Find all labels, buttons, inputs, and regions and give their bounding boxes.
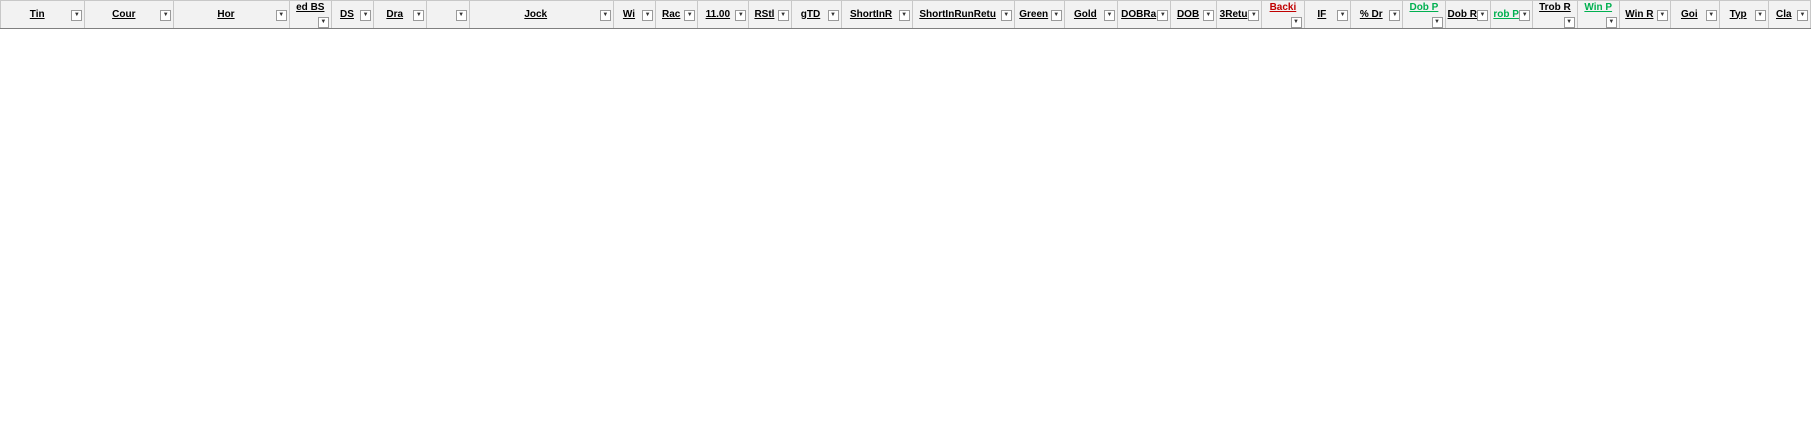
column-header-27[interactable] xyxy=(1577,1,1619,29)
column-header-6[interactable] xyxy=(427,1,469,29)
column-header-5[interactable] xyxy=(374,1,427,29)
column-header-10[interactable] xyxy=(698,1,749,29)
filter-dropdown-icon[interactable]: ▼ xyxy=(360,10,371,21)
filter-dropdown-icon[interactable]: ▼ xyxy=(1477,10,1488,21)
column-header-29[interactable] xyxy=(1670,1,1719,29)
filter-dropdown-icon[interactable]: ▼ xyxy=(1657,10,1668,21)
filter-dropdown-icon[interactable]: ▼ xyxy=(1104,10,1115,21)
column-header-label: ed BS xyxy=(296,2,325,13)
column-header-21[interactable] xyxy=(1304,1,1351,29)
column-header-11[interactable] xyxy=(749,1,791,29)
column-header-label: Hor xyxy=(217,8,235,20)
column-header-28[interactable] xyxy=(1619,1,1670,29)
filter-dropdown-icon[interactable]: ▼ xyxy=(1755,10,1766,21)
filter-dropdown-icon[interactable]: ▼ xyxy=(642,10,653,21)
column-header-label: rob P xyxy=(1493,8,1519,20)
filter-dropdown-icon[interactable]: ▼ xyxy=(1291,17,1302,28)
column-header-label: DS xyxy=(340,8,354,20)
column-header-label: Wi xyxy=(622,8,636,20)
column-header-label: Gold xyxy=(1073,8,1097,20)
column-header-4[interactable] xyxy=(331,1,373,29)
filter-dropdown-icon[interactable]: ▼ xyxy=(1706,10,1717,21)
column-header-19[interactable] xyxy=(1216,1,1262,29)
filter-dropdown-icon[interactable]: ▼ xyxy=(318,17,329,28)
filter-dropdown-icon[interactable]: ▼ xyxy=(1797,10,1808,21)
column-header-label: RStl xyxy=(754,8,775,20)
column-header-label: 3Retu xyxy=(1219,8,1248,20)
column-header-label: Green xyxy=(1019,8,1049,20)
filter-dropdown-icon[interactable]: ▼ xyxy=(1248,10,1259,21)
column-header-9[interactable] xyxy=(656,1,698,29)
column-header-31[interactable] xyxy=(1768,1,1810,29)
header-row xyxy=(1,1,1811,29)
column-header-18[interactable] xyxy=(1171,1,1217,29)
column-header-label: gTD xyxy=(800,8,821,20)
column-header-label: Jock xyxy=(524,8,548,20)
column-header-13[interactable] xyxy=(841,1,912,29)
filter-dropdown-icon[interactable]: ▼ xyxy=(1001,10,1012,21)
column-header-label: Typ xyxy=(1729,8,1747,20)
column-header-7[interactable] xyxy=(469,1,613,29)
results-table xyxy=(0,0,1811,29)
column-header-label: Cour xyxy=(112,8,136,20)
column-header-label: DOB xyxy=(1176,8,1200,20)
filter-dropdown-icon[interactable]: ▼ xyxy=(735,10,746,21)
column-header-label: Dob P xyxy=(1409,2,1439,13)
column-header-25[interactable] xyxy=(1491,1,1533,29)
filter-dropdown-icon[interactable]: ▼ xyxy=(1337,10,1348,21)
filter-dropdown-icon[interactable]: ▼ xyxy=(1606,17,1617,28)
column-header-label: DOBRa xyxy=(1121,8,1157,20)
filter-dropdown-icon[interactable]: ▼ xyxy=(1432,17,1443,28)
column-header-label: Rac xyxy=(662,8,681,20)
column-header-26[interactable] xyxy=(1533,1,1577,29)
column-header-12[interactable] xyxy=(791,1,841,29)
filter-dropdown-icon[interactable]: ▼ xyxy=(1051,10,1062,21)
filter-dropdown-icon[interactable]: ▼ xyxy=(1519,10,1530,21)
column-header-16[interactable] xyxy=(1064,1,1117,29)
column-header-label: ShortInRunRetu xyxy=(919,8,996,20)
column-header-label: Dra xyxy=(386,8,404,20)
column-header-label: Cla xyxy=(1776,8,1792,20)
column-header-20[interactable] xyxy=(1262,1,1304,29)
column-header-30[interactable] xyxy=(1719,1,1768,29)
filter-dropdown-icon[interactable]: ▼ xyxy=(1389,10,1400,21)
filter-dropdown-icon[interactable]: ▼ xyxy=(1564,17,1575,28)
column-header-label: IF xyxy=(1317,8,1327,20)
column-header-label: Dob R xyxy=(1447,8,1477,20)
column-header-15[interactable] xyxy=(1014,1,1064,29)
column-header-label: 11.00 xyxy=(705,8,731,20)
column-header-22[interactable] xyxy=(1351,1,1403,29)
column-header-label: Backi xyxy=(1269,2,1297,13)
column-header-14[interactable] xyxy=(912,1,1014,29)
column-header-23[interactable] xyxy=(1403,1,1445,29)
filter-dropdown-icon[interactable]: ▼ xyxy=(684,10,695,21)
column-header-label: % Dr xyxy=(1359,8,1383,20)
filter-dropdown-icon[interactable]: ▼ xyxy=(1157,10,1168,21)
column-header-label: Trob R xyxy=(1539,2,1571,13)
filter-dropdown-icon[interactable]: ▼ xyxy=(413,10,424,21)
filter-dropdown-icon[interactable]: ▼ xyxy=(778,10,789,21)
filter-dropdown-icon[interactable]: ▼ xyxy=(828,10,839,21)
column-header-0[interactable] xyxy=(1,1,85,29)
filter-dropdown-icon[interactable]: ▼ xyxy=(899,10,910,21)
filter-dropdown-icon[interactable]: ▼ xyxy=(160,10,171,21)
column-header-17[interactable] xyxy=(1118,1,1171,29)
column-header-3[interactable] xyxy=(289,1,331,29)
column-header-label: Tin xyxy=(29,8,45,20)
filter-dropdown-icon[interactable]: ▼ xyxy=(276,10,287,21)
filter-dropdown-icon[interactable]: ▼ xyxy=(1203,10,1214,21)
column-header-24[interactable] xyxy=(1445,1,1491,29)
filter-dropdown-icon[interactable]: ▼ xyxy=(71,10,82,21)
column-header-1[interactable] xyxy=(85,1,174,29)
column-header-label: ShortInR xyxy=(849,8,893,20)
column-header-8[interactable] xyxy=(613,1,655,29)
column-header-label: Win P xyxy=(1584,2,1613,13)
column-header-label: Win R xyxy=(1625,8,1654,20)
filter-dropdown-icon[interactable]: ▼ xyxy=(600,10,611,21)
filter-dropdown-icon[interactable]: ▼ xyxy=(456,10,467,21)
column-header-2[interactable] xyxy=(174,1,289,29)
column-header-label: Goi xyxy=(1680,8,1698,20)
